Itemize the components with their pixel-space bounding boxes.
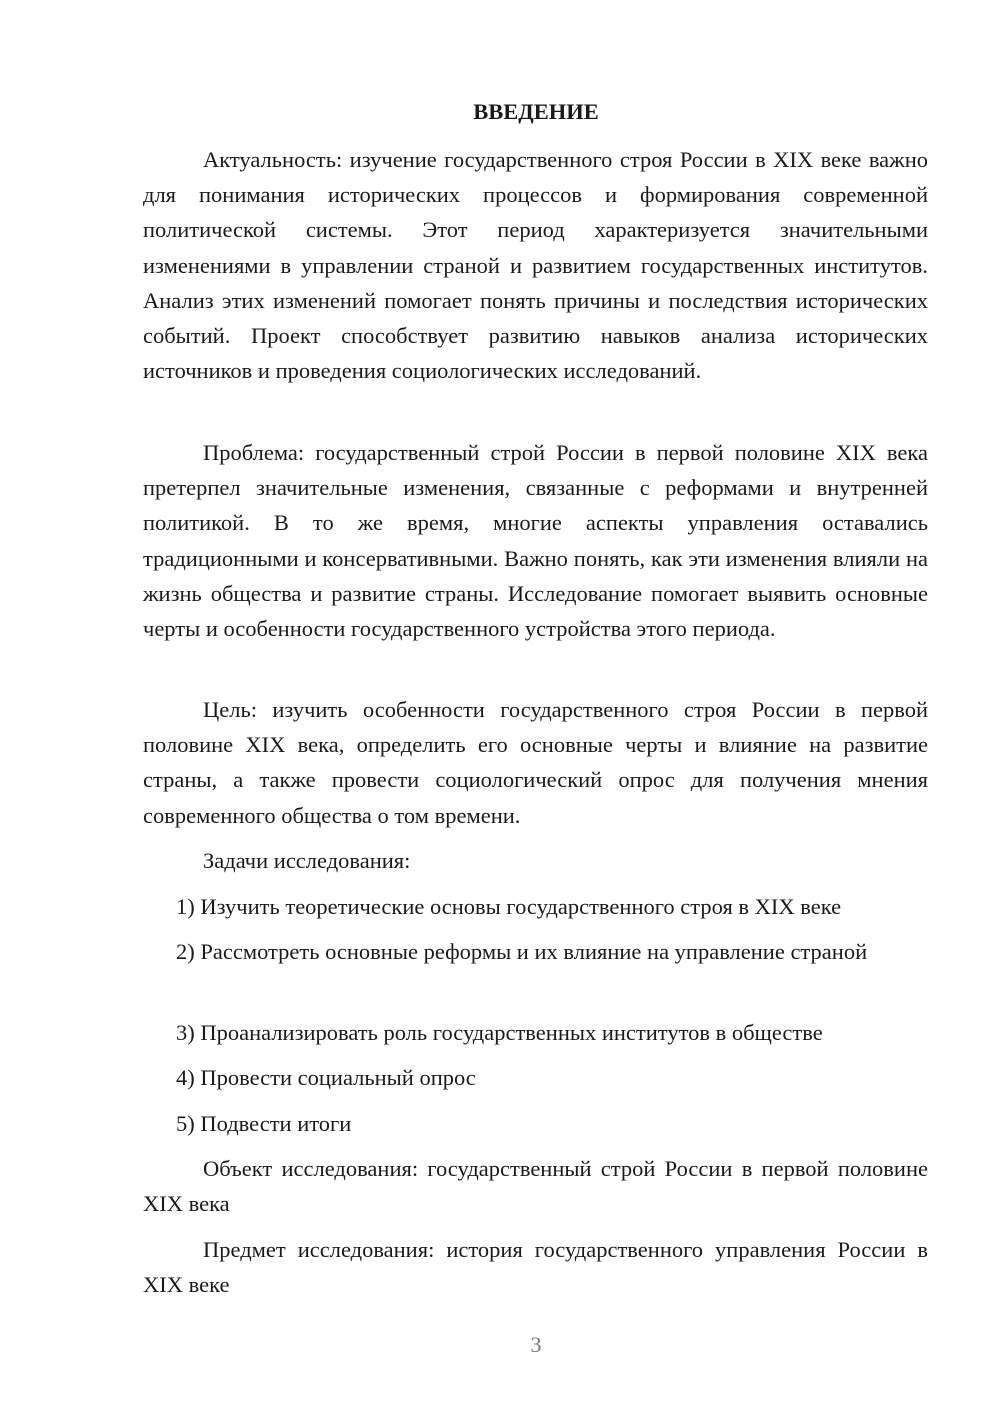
- section-heading: ВВЕДЕНИЕ: [473, 99, 599, 124]
- actuality-paragraph: Актуальность: изучение государственного строя России в XIX веке важно для понимания исторических процессов и формирования современной политической системы. Этот период характеризуется значительными изменениями в управлении страной и развитием государственных институтов. Анализ этих изменений помогает понять причины и последствия исторических событий. Проект способствует развитию навыков анализа исторических источников и проведения социологических исследований.: [143, 147, 928, 384]
- tasks-title: Задачи исследования:: [203, 848, 411, 873]
- task-item-2: 2) Рассмотреть основные реформы и их влияние на управление страной: [176, 939, 868, 964]
- task-item-1: 1) Изучить теоретические основы государственного строя в XIX веке: [176, 894, 842, 919]
- page-number: 3: [530, 1332, 542, 1357]
- task-item-3: 3) Проанализировать роль государственных институтов в обществе: [176, 1020, 823, 1045]
- goal-paragraph: Цель: изучить особенности государственного строя России в первой половине XIX века, определить его основные черты и влияние на развитие страны, а также провести социологический опрос для получения мнения современного общества о том времени.: [143, 697, 928, 828]
- task-item-5: 5) Подвести итоги: [176, 1111, 352, 1136]
- object-paragraph: Объект исследования: государственный строй России в первой половине XIX века: [143, 1156, 928, 1217]
- subject-paragraph: Предмет исследования: история государственного управления России в XIX веке: [143, 1237, 928, 1298]
- problem-paragraph: Проблема: государственный строй России в первой половине XIX века претерпел значительные изменения, связанные с реформами и внутренней политикой. В то же время, многие аспекты управления оставались традиционными и консервативными. Важно понять, как эти изменения влияли на жизнь общества и развитие страны. Исследование помогает выявить основные черты и особенности государственного устройства этого периода.: [143, 440, 928, 642]
- task-item-4: 4) Провести социальный опрос: [176, 1065, 476, 1090]
